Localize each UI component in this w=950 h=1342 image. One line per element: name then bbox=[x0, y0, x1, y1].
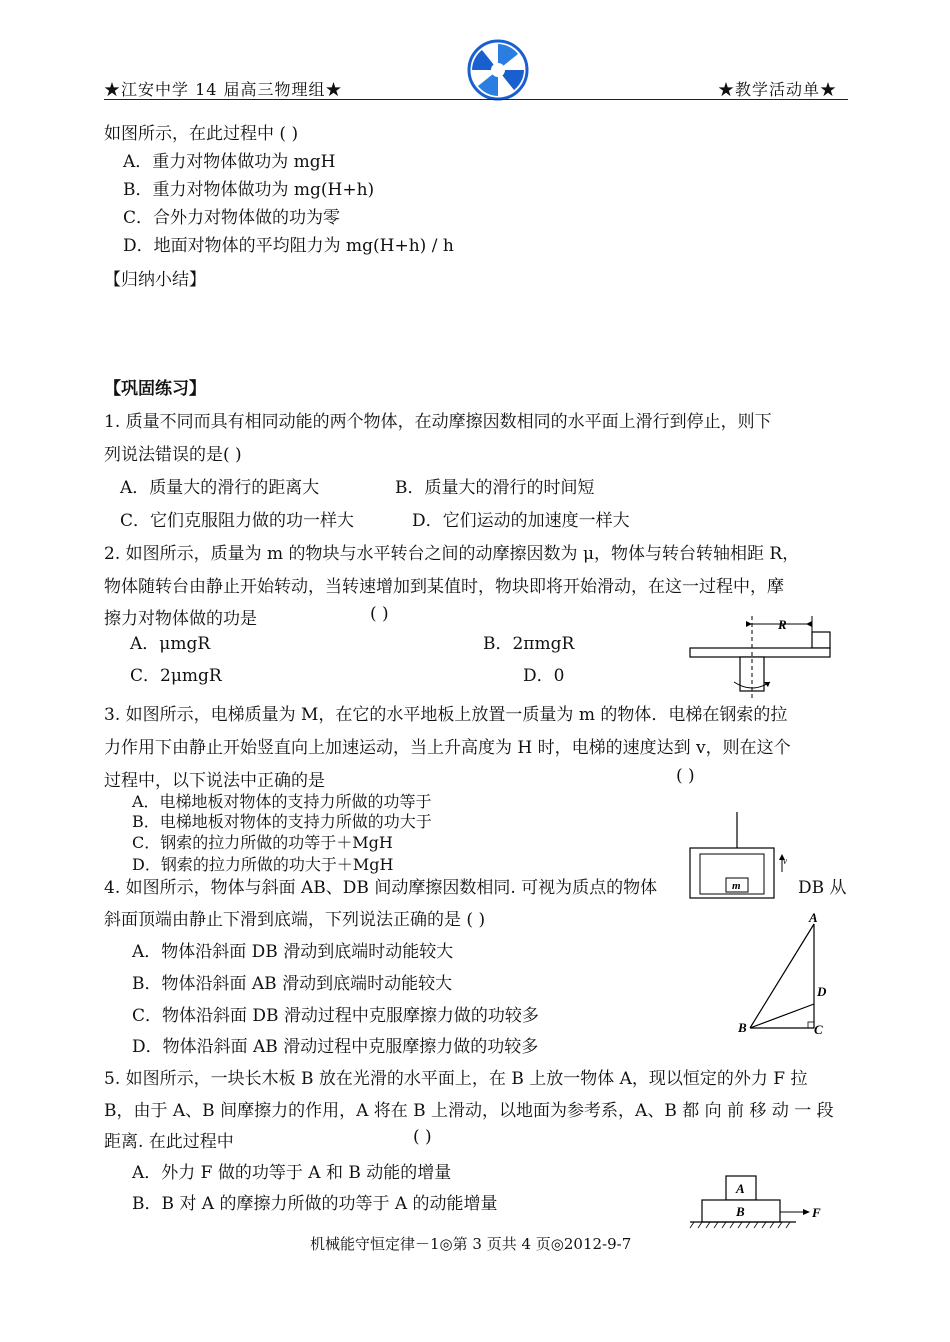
q1-option-a: A．质量大的滑行的距离大 bbox=[120, 478, 320, 498]
school-logo-icon bbox=[466, 38, 530, 102]
summary-heading: 【归纳小结】 bbox=[104, 270, 206, 290]
elevator-v-label: v bbox=[783, 856, 787, 866]
intro-option-c: C．合外力对物体做的功为零 bbox=[123, 208, 341, 228]
header-rule bbox=[104, 99, 848, 100]
intro-stem: 如图所示，在此过程中 ( ) bbox=[104, 124, 299, 144]
q2-line1: 2. 如图所示，质量为 m 的物块与水平转台之间的动摩擦因数为 μ，物体与转台转轴相距 R， bbox=[104, 544, 800, 564]
q4-line2: 斜面顶端由静止下滑到底端，下列说法正确的是 ( ) bbox=[104, 910, 486, 930]
q2-option-d: D．0 bbox=[523, 666, 565, 686]
q3-option-b: B．电梯地板对物体的支持力所做的功大于 bbox=[132, 812, 432, 831]
intro-option-a: A．重力对物体做功为 mgH bbox=[123, 152, 336, 172]
q3-line3: 过程中，以下说法中正确的是 bbox=[104, 771, 325, 791]
turntable-r-label: R bbox=[778, 617, 787, 632]
q3-option-c: C．钢索的拉力所做的功等于＋MgH bbox=[132, 833, 393, 852]
q3-option-a: A．电梯地板对物体的支持力所做的功等于 bbox=[132, 792, 432, 811]
q3-line1: 3. 如图所示，电梯质量为 M，在它的水平地板上放置一质量为 m 的物体．电梯在钢索的拉 bbox=[104, 705, 788, 725]
q4-option-b: B．物体沿斜面 AB 滑动到底端时动能较大 bbox=[132, 974, 453, 994]
page-footer: 机械能守恒定律－1◎第 3 页共 4 页◎2012-9-7 bbox=[310, 1235, 632, 1253]
force-f-label: F bbox=[812, 1205, 821, 1220]
q2-line2: 物体随转台由静止开始转动，当转速增加到某值时，物块即将开始滑动，在这一过程中，摩 bbox=[104, 577, 784, 597]
incline-label-b: B bbox=[738, 1020, 747, 1035]
q2-option-a: A．μmgR bbox=[130, 634, 211, 654]
q1-line2: 列说法错误的是( ) bbox=[104, 445, 242, 465]
intro-option-d: D．地面对物体的平均阻力为 mg(H+h) / h bbox=[123, 236, 454, 256]
q5-line1: 5. 如图所示，一块长木板 B 放在光滑的水平面上，在 B 上放一物体 A，现以恒定的外力 F 拉 bbox=[104, 1069, 808, 1089]
q2-option-b: B．2πmgR bbox=[483, 634, 575, 654]
elevator-figure bbox=[686, 812, 788, 900]
turntable-figure bbox=[686, 612, 838, 698]
q1-line1: 1. 质量不同而具有相同动能的两个物体，在动摩擦因数相同的水平面上滑行到停止，则下 bbox=[104, 412, 772, 432]
header-left: ★江安中学 14 届高三物理组★ bbox=[104, 80, 343, 99]
q5-option-b: B．B 对 A 的摩擦力所做的功等于 A 的动能增量 bbox=[132, 1194, 498, 1214]
q1-option-c: C．它们克服阻力做的功一样大 bbox=[120, 511, 355, 531]
q1-option-d: D．它们运动的加速度一样大 bbox=[412, 511, 630, 531]
q5-paren: ( ) bbox=[413, 1127, 432, 1147]
q2-paren: ( ) bbox=[370, 604, 389, 624]
q5-line2: B，由于 A、B 间摩擦力的作用，A 将在 B 上滑动，以地面为参考系，A、B 都 向 前 移 动 一 段 bbox=[104, 1101, 834, 1121]
header-right: ★教学活动单★ bbox=[718, 80, 838, 99]
blocks-figure bbox=[686, 1172, 826, 1230]
q3-paren: ( ) bbox=[676, 766, 695, 786]
q3-option-d: D．钢索的拉力所做的功大于＋MgH bbox=[132, 855, 394, 874]
block-b-label: B bbox=[736, 1204, 745, 1219]
incline-label-d: D bbox=[817, 984, 827, 999]
q1-option-b: B．质量大的滑行的时间短 bbox=[395, 478, 595, 498]
incline-label-c: C bbox=[814, 1022, 823, 1037]
incline-label-a: A bbox=[809, 910, 818, 925]
q4-option-a: A．物体沿斜面 DB 滑动到底端时动能较大 bbox=[132, 942, 454, 962]
incline-figure bbox=[734, 910, 830, 1040]
q4-option-d: D．物体沿斜面 AB 滑动过程中克服摩擦力做的功较多 bbox=[132, 1037, 539, 1057]
q5-line3: 距离. 在此过程中 bbox=[104, 1132, 234, 1152]
practice-heading: 【巩固练习】 bbox=[104, 379, 206, 399]
q4-line1: 4. 如图所示，物体与斜面 AB、DB 间动摩擦因数相同. 可视为质点的物体 bbox=[104, 878, 658, 898]
elevator-m-label: m bbox=[732, 880, 741, 892]
q4-line1-end: DB 从 bbox=[798, 878, 847, 898]
q3-line2: 力作用下由静止开始竖直向上加速运动，当上升高度为 H 时，电梯的速度达到 v，则在这个 bbox=[104, 738, 791, 758]
block-a-label: A bbox=[736, 1181, 745, 1196]
q2-option-c: C．2μmgR bbox=[130, 666, 222, 686]
q4-option-c: C．物体沿斜面 DB 滑动过程中克服摩擦力做的功较多 bbox=[132, 1006, 539, 1026]
intro-option-b: B．重力对物体做功为 mg(H+h) bbox=[123, 180, 375, 200]
q5-option-a: A．外力 F 做的功等于 A 和 B 动能的增量 bbox=[132, 1163, 452, 1183]
q2-line3: 擦力对物体做的功是 bbox=[104, 609, 257, 629]
